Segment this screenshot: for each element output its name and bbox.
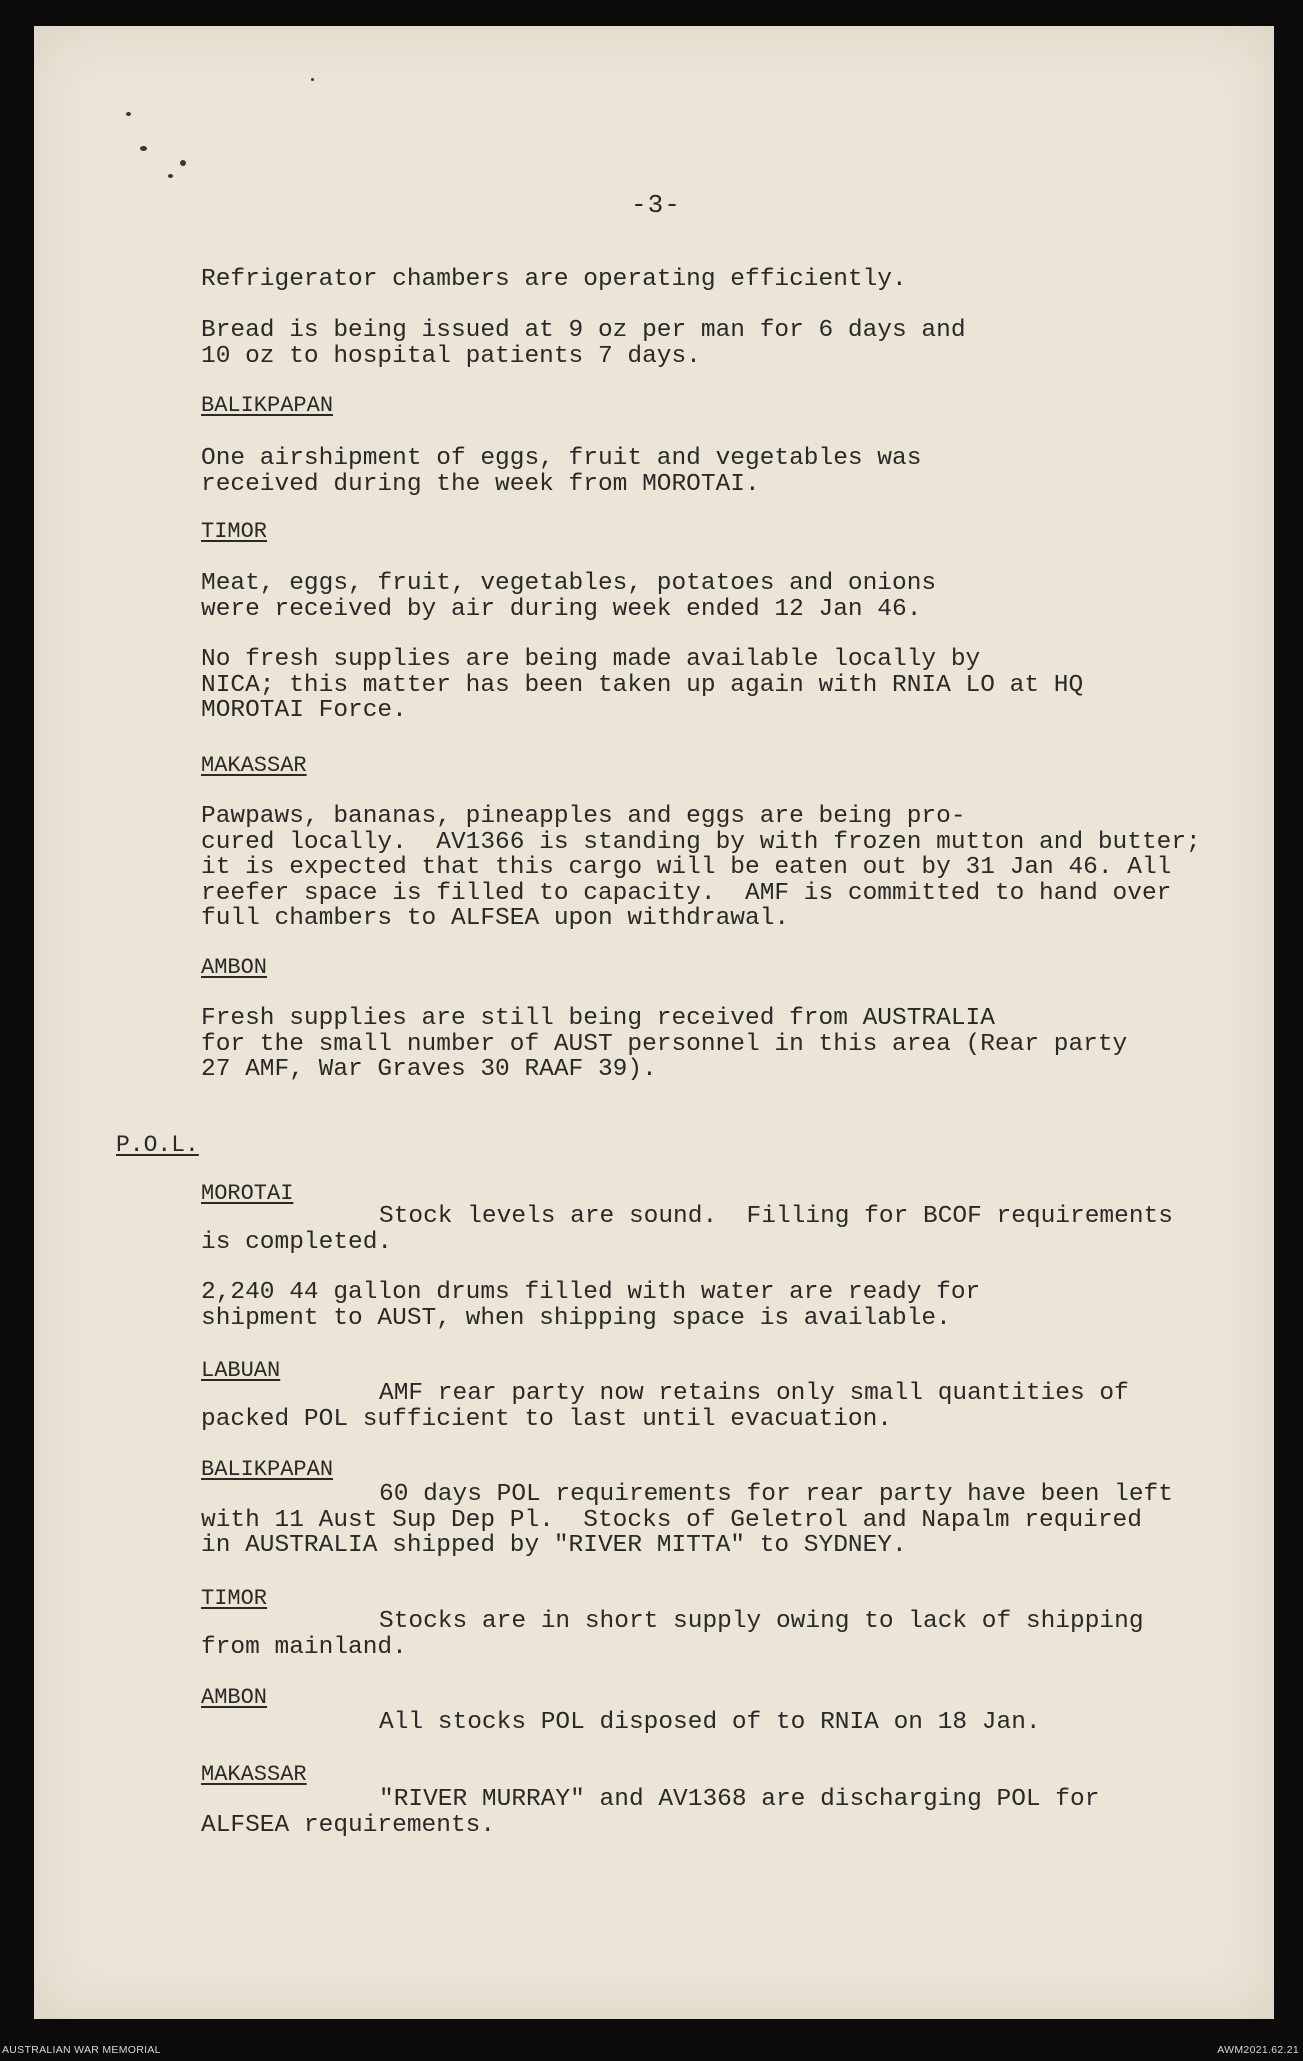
paper-blemish [180, 160, 186, 166]
heading-labuan: LABUAN [201, 1358, 281, 1383]
heading-balikpapan: BALIKPAPAN [201, 393, 334, 418]
heading-timor: TIMOR [201, 519, 268, 544]
para-morotai-pol-a: Stock levels are sound. Filling for BCOF requirements is completed. [201, 1203, 1173, 1256]
para-balikpapan-fresh: One airshipment of eggs, fruit and vegetables was received during the week from MOROTAI. [201, 445, 922, 498]
para-timor-fresh-a: Meat, eggs, fruit, vegetables, potatoes and onions were received by air during week ended 12 Jan 46. [201, 570, 937, 623]
page-number: -3- [631, 190, 681, 220]
para-ambon-pol: All stocks POL disposed of to RNIA on 18 Jan. [379, 1709, 1041, 1736]
heading-makassar-pol: MAKASSAR [201, 1762, 307, 1787]
footer-accession-number: AWM2021.62.21 [1217, 2044, 1299, 2056]
para-balikpapan-pol: 60 days POL requirements for rear party have been left with 11 Aust Sup Dep Pl. Stocks of Geletrol and Napalm required in AUSTRALIA shipped by "RIVER MITTA" to SYDNEY. [201, 1481, 1173, 1559]
para-makassar-fresh: Pawpaws, bananas, pineapples and eggs are being pro- cured locally. AV1366 is standing by with frozen mutton and butter; it is expected that this cargo will be eaten out by 31 Jan 46. All reefer space is filled to capacity. AMF is committed to hand over full chambers to ALFSEA upon withdrawal. [201, 803, 1201, 932]
para-ambon-fresh: Fresh supplies are still being received from AUSTRALIA for the small number of AUST personnel in this area (Rear party 27 AMF, War Graves 30 RAAF 39). [201, 1005, 1128, 1083]
heading-pol: P.O.L. [116, 1132, 199, 1158]
heading-timor-pol: TIMOR [201, 1586, 268, 1611]
footer-credit: AUSTRALIAN WAR MEMORIAL [2, 2044, 161, 2056]
para-makassar-pol: "RIVER MURRAY" and AV1368 are discharging POL for ALFSEA requirements. [201, 1786, 1100, 1839]
para-timor-fresh-b: No fresh supplies are being made available locally by NICA; this matter has been taken up again with RNIA LO at HQ MOROTAI Force. [201, 646, 1084, 724]
paper-blemish [168, 174, 173, 178]
heading-ambon-pol: AMBON [201, 1685, 268, 1710]
paper-blemish [140, 146, 147, 151]
heading-ambon: AMBON [201, 955, 268, 980]
para-bread: Bread is being issued at 9 oz per man for 6 days and 10 oz to hospital patients 7 days. [201, 317, 966, 370]
heading-balikpapan-pol: BALIKPAPAN [201, 1457, 334, 1482]
para-morotai-pol-b: 2,240 44 gallon drums filled with water are ready for shipment to AUST, when shipping space is available. [201, 1279, 981, 1332]
heading-morotai: MOROTAI [201, 1181, 294, 1206]
para-labuan-pol: AMF rear party now retains only small quantities of packed POL sufficient to last until evacuation. [201, 1380, 1129, 1433]
para-timor-pol: Stocks are in short supply owing to lack of shipping from mainland. [201, 1608, 1144, 1661]
para-refrigerator: Refrigerator chambers are operating efficiently. [201, 266, 907, 293]
paper-blemish [311, 78, 314, 81]
heading-makassar: MAKASSAR [201, 753, 307, 778]
paper-blemish [126, 112, 131, 116]
